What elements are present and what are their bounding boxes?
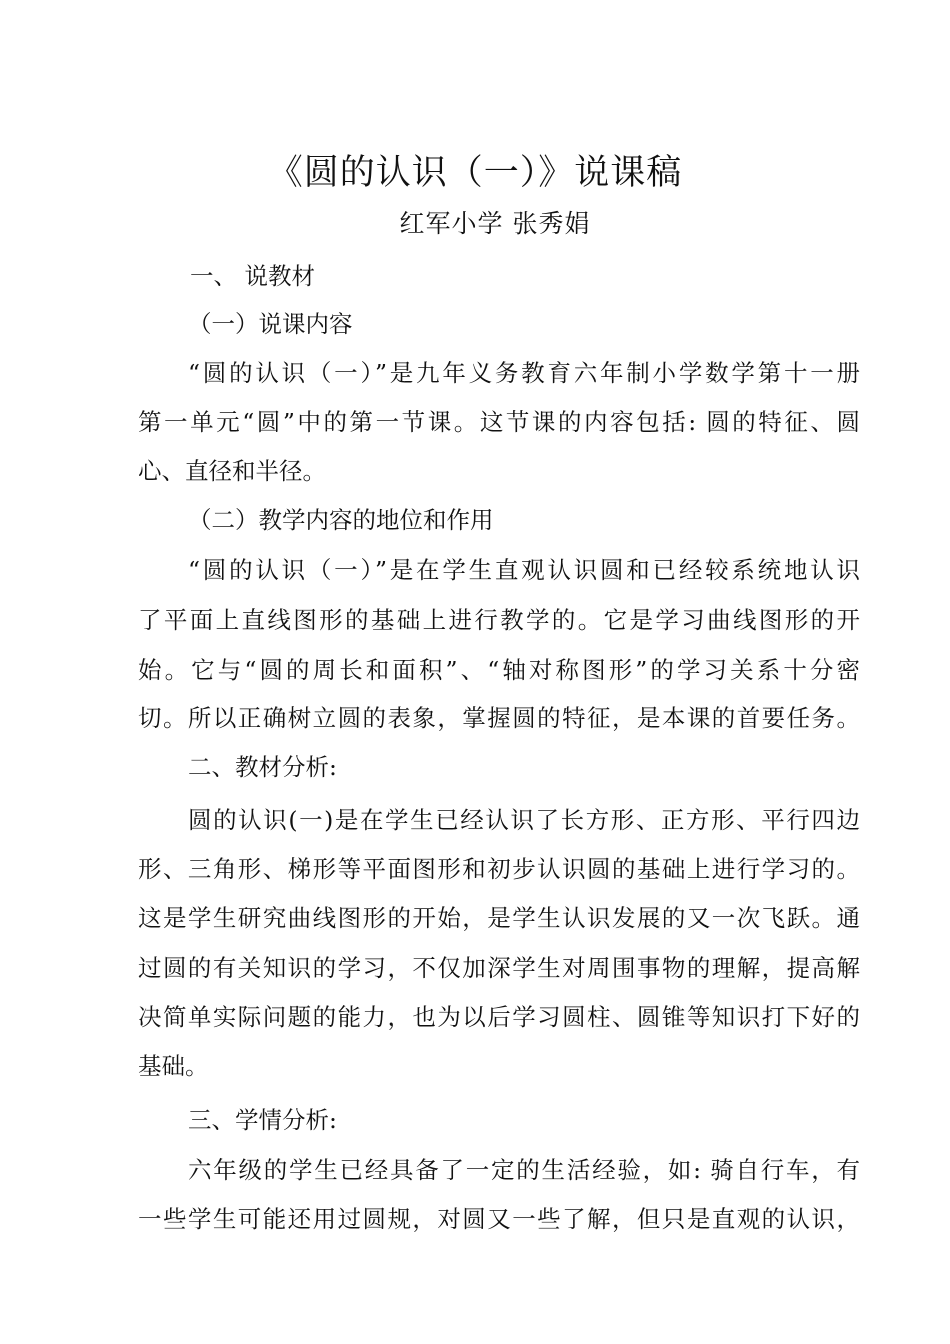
section-heading: 二、教材分析: — [188, 753, 337, 781]
subsection-heading: （一）说课内容 — [188, 310, 353, 338]
paragraph-line: 这是学生研究曲线图形的开始，是学生认识发展的又一次飞跃。通 — [138, 904, 860, 932]
document-title: 《圆的认识（一）》说课稿 — [267, 153, 683, 193]
section-heading: 一、 说教材 — [190, 262, 315, 290]
section-heading: 三、学情分析: — [188, 1106, 337, 1134]
paragraph-line: 第一单元“圆”中的第一节课。这节课的内容包括: 圆的特征、圆 — [138, 408, 860, 436]
paragraph-line: 圆的认识(一)是在学生已经认识了长方形、正方形、平行四边 — [188, 806, 860, 834]
paragraph-line: 始。它与“圆的周长和面积”、“轴对称图形”的学习关系十分密 — [138, 656, 860, 684]
paragraph-line: 决简单实际问题的能力，也为以后学习圆柱、圆锥等知识打下好的 — [138, 1003, 860, 1031]
paragraph-line: 形、三角形、梯形等平面图形和初步认识圆的基础上进行学习的。 — [138, 855, 860, 883]
paragraph-line: 六年级的学生已经具备了一定的生活经验，如: 骑自行车，有 — [188, 1156, 860, 1184]
paragraph-line: 一些学生可能还用过圆规，对圆又一些了解，但只是直观的认识， — [138, 1205, 860, 1233]
subsection-heading: （二）教学内容的地位和作用 — [188, 506, 494, 534]
paragraph-line: 切。所以正确树立圆的表象，掌握圆的特征，是本课的首要任务。 — [138, 704, 860, 732]
paragraph-line: 基础。 — [138, 1052, 209, 1080]
document-author: 红军小学 张秀娟 — [399, 209, 591, 238]
paragraph-line: 了平面上直线图形的基础上进行教学的。它是学习曲线图形的开 — [138, 606, 860, 634]
paragraph-line: “圆的认识（一）”是九年义务教育六年制小学数学第十一册 — [188, 359, 860, 387]
paragraph-line: “圆的认识（一）”是在学生直观认识圆和已经较系统地认识 — [188, 556, 860, 584]
paragraph-line: 心、直径和半径。 — [138, 457, 326, 485]
paragraph-line: 过圆的有关知识的学习，不仅加深学生对周围事物的理解，提高解 — [138, 954, 860, 982]
